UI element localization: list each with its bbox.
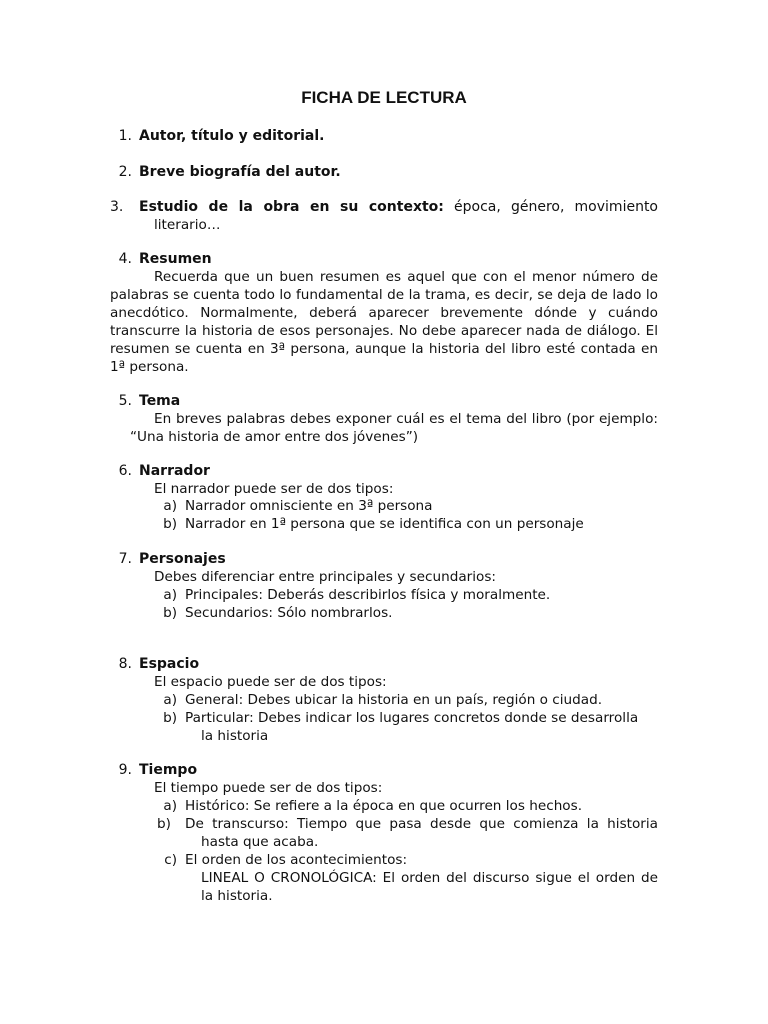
list-item-continuation: hasta que acaba. — [201, 834, 319, 850]
list-item-text: Histórico: Se refiere a la época en que ocurren los hechos. — [185, 798, 583, 814]
list-marker: c) — [164, 852, 177, 868]
section-heading-biografia — [110, 163, 341, 181]
list-marker: a) — [163, 498, 177, 514]
list-marker: a) — [163, 587, 177, 603]
list-item-text: Principales: Deberás describirlos física y moralmente. — [185, 587, 551, 603]
section-intro: El narrador puede ser de dos tipos: — [154, 481, 394, 497]
list-item-text: Narrador en 1ª persona que se identifica con un personaje — [185, 516, 584, 532]
section-number: 2. — [118, 164, 132, 180]
paragraph-line: transcurre la historia de esos personajes. No debe aparecer nada de diálogo. El — [110, 323, 658, 339]
list-marker: a) — [163, 692, 177, 708]
paragraph-line: En breves palabras debes exponer cuál es el tema del libro (por ejemplo: — [154, 411, 658, 427]
section-heading-tiempo — [110, 761, 197, 779]
section-label: Tiempo — [139, 762, 198, 778]
list-marker: b) — [163, 605, 177, 621]
paragraph-line: “Una historia de amor entre dos jóvenes”) — [130, 429, 419, 445]
section-heading-resumen — [110, 250, 212, 268]
list-item — [157, 691, 602, 709]
list-item-text: De transcurso: Tiempo que pasa desde que comienza la historia — [185, 816, 658, 832]
paragraph-line: Recuerda que un buen resumen es aquel que con el menor número de — [154, 269, 658, 285]
list-item-text: Particular: Debes indicar los lugares concretos donde se desarrolla — [185, 710, 639, 726]
paragraph-line: resumen se cuenta en 3ª persona, aunque la historia del libro esté contada en — [110, 341, 658, 357]
section-label: Resumen — [139, 251, 212, 267]
list-item-continuation: LINEAL O CRONOLÓGICA: El orden del discurso sigue el orden de — [201, 870, 658, 886]
list-item — [157, 604, 393, 622]
section-heading-autor — [110, 127, 325, 145]
section-intro: El tiempo puede ser de dos tipos: — [154, 780, 383, 796]
section-text: época, género, movimiento — [454, 199, 658, 215]
list-item-text: Narrador omnisciente en 3ª persona — [185, 498, 433, 514]
section-label: Estudio de la obra en su contexto: — [139, 199, 444, 215]
section-intro: El espacio puede ser de dos tipos: — [154, 674, 387, 690]
list-item — [157, 851, 407, 869]
list-item-continuation: la historia. — [201, 888, 273, 904]
section-heading-tema — [110, 392, 180, 410]
page-title: FICHA DE LECTURA — [301, 88, 467, 107]
list-item-text: General: Debes ubicar la historia en un país, región o ciudad. — [185, 692, 603, 708]
list-marker: b) — [163, 710, 177, 726]
list-item — [157, 515, 584, 533]
list-item — [157, 586, 550, 604]
list-marker: b) — [163, 516, 177, 532]
paragraph-line: 1ª persona. — [110, 359, 189, 375]
paragraph-line: anecdótico. Normalmente, deberá aparecer brevemente dónde y cuándo — [110, 305, 658, 321]
list-item — [157, 709, 638, 727]
section-number: 8. — [118, 656, 132, 672]
list-item — [157, 797, 582, 815]
section-text: literario… — [154, 217, 221, 233]
section-number: 3. — [110, 199, 124, 215]
list-item — [157, 497, 433, 515]
section-number: 6. — [118, 463, 132, 479]
section-heading-personajes — [110, 550, 226, 568]
section-heading-narrador — [110, 462, 210, 480]
section-intro: Debes diferenciar entre principales y secundarios: — [154, 569, 497, 585]
section-heading-contexto — [110, 198, 658, 216]
section-label: Autor, título y editorial. — [139, 128, 325, 144]
section-number: 4. — [118, 251, 132, 267]
section-number: 7. — [118, 551, 132, 567]
paragraph-line: palabras se cuenta todo lo fundamental de la trama, es decir, se deja de lado lo — [110, 287, 658, 303]
section-label: Breve biografía del autor. — [139, 164, 341, 180]
section-number: 1. — [118, 128, 132, 144]
list-item-text: Secundarios: Sólo nombrarlos. — [185, 605, 393, 621]
list-marker: b) — [157, 816, 171, 832]
list-marker: a) — [163, 798, 177, 814]
section-label: Narrador — [139, 463, 210, 479]
list-item-text: El orden de los acontecimientos: — [185, 852, 408, 868]
section-label: Espacio — [139, 656, 200, 672]
section-label: Personajes — [139, 551, 226, 567]
list-item-continuation: la historia — [201, 728, 269, 744]
list-item — [157, 815, 658, 833]
section-number: 5. — [118, 393, 132, 409]
section-label: Tema — [139, 393, 181, 409]
section-heading-espacio — [110, 655, 199, 673]
section-number: 9. — [118, 762, 132, 778]
